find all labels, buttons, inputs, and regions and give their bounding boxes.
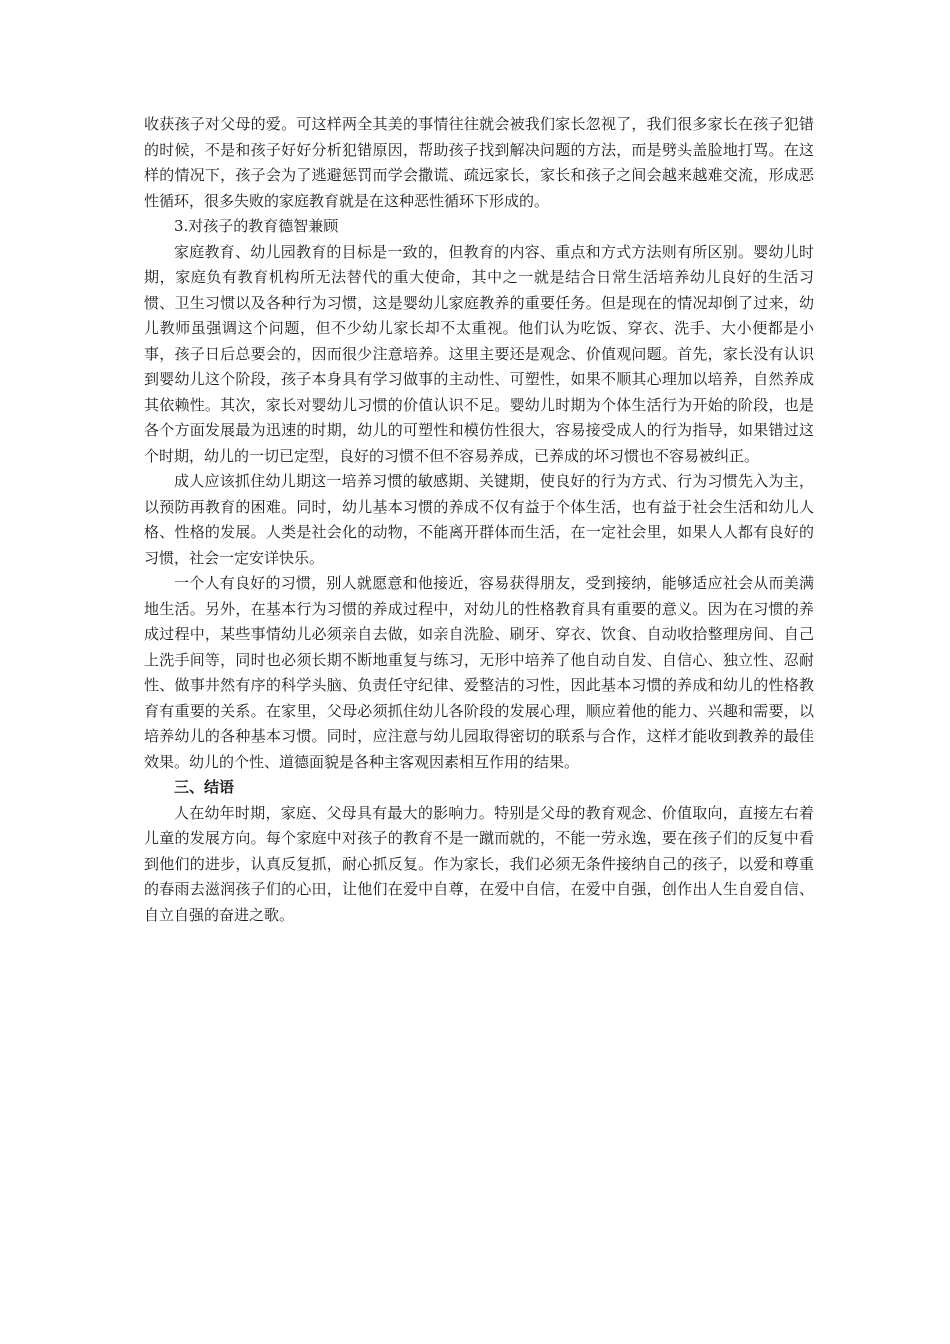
section-heading-conclusion: 三、结语: [174, 778, 235, 796]
paragraph-family-education-goals: 家庭教育、幼儿园教育的目标是一致的，但教育的内容、重点和方式方法则有所区别。婴幼儿时期，家庭负有教育机构所无法替代的重大使命，其中之一就是结合日常生活培养幼儿良好的生活习惯、卫生习惯以及各种行为习惯，这是婴幼儿家庭教养的重要任务。但是现在的情况却倒了过来，幼儿教师虽强调这个问题，但不少幼儿家长却不太重视。他们认为吃饭、穿衣、洗手、大小便都是小事，孩子日后总要会的，因而很少注意培养。这里主要还是观念、价值观问题。首先，家长没有认识到婴幼儿这个阶段，孩子本身具有学习做事的主动性、可塑性，如果不顺其心理加以培养，自然养成其依赖性。其次，家长对婴幼儿习惯的价值认识不足。婴幼儿时期为个体生活行为开始的阶段，也是各个方面发展最为迅速的时期，幼儿的可塑性和模仿性很大，容易接受成人的行为指导，如果错过这个时期，幼儿的一切已定型，良好的习惯不但不容易养成，已养成的坏习惯也不容易被纠正。: [144, 242, 814, 465]
paragraph-continuation: 收获孩子对父母的爱。可这样两全其美的事情往往就会被我们家长忽视了，我们很多家长在孩子犯错的时候，不是和孩子好好分析犯错原因，帮助孩子找到解决问题的方法，而是劈头盖脸地打骂。在这样的情况下，孩子会为了逃避惩罚而学会撒谎、疏远家长，家长和孩子之间会越来越难交流，形成恶性循环，很多失败的家庭教育就是在这种恶性循环下形成的。: [144, 115, 814, 210]
paragraph-good-habits: 一个人有良好的习惯，别人就愿意和他接近，容易获得朋友，受到接纳，能够适应社会从而美满地生活。另外，在基本行为习惯的养成过程中，对幼儿的性格教育具有重要的意义。因为在习惯的养成过程中，某些事情幼儿必须亲自去做，如亲自洗脸、刷牙、穿衣、饮食、自动收拾整理房间、自己上洗手间等，同时也必须长期不断地重复与练习，无形中培养了他自动自发、自信心、独立性、忍耐性、做事井然有序的科学头脑、负责任守纪律、爱整洁的习性，因此基本习惯的养成和幼儿的性格教育有重要的关系。在家里，父母必须抓住幼儿各阶段的发展心理，顺应着他的能力、兴趣和需要，以培养幼儿的各种基本习惯。同时，应注意与幼儿园取得密切的联系与合作，这样才能收到教养的最佳效果。幼儿的个性、道德面貌是各种主客观因素相互作用的结果。: [144, 574, 814, 771]
paragraph-sensitive-period: 成人应该抓住幼儿期这一培养习惯的敏感期、关键期，使良好的行为方式、行为习惯先入为主，以预防再教育的困难。同时，幼儿基本习惯的养成不仅有益于个体生活，也有益于社会生活和幼儿人格、性格的发展。人类是社会化的动物，不能离开群体而生活，在一定社会里，如果人人都有良好的习惯，社会一定安详快乐。: [144, 472, 814, 567]
document-page: [144, 112, 814, 928]
paragraph-conclusion: 人在幼年时期，家庭、父母具有最大的影响力。特别是父母的教育观念、价值取向，直接左右着儿童的发展方向。每个家庭中对孩子的教育不是一蹴而就的，不能一劳永逸，要在孩子们的反复中看到他们的进步，认真反复抓，耐心抓反复。作为家长，我们必须无条件接纳自己的孩子，以爱和尊重的春雨去滋润孩子们的心田，让他们在爱中自尊，在爱中自信，在爱中自强，创作出人生自爱自信、自立自强的奋进之歌。: [144, 803, 814, 924]
subheading-moral-intellectual: 3.对孩子的教育德智兼顾: [174, 217, 339, 235]
